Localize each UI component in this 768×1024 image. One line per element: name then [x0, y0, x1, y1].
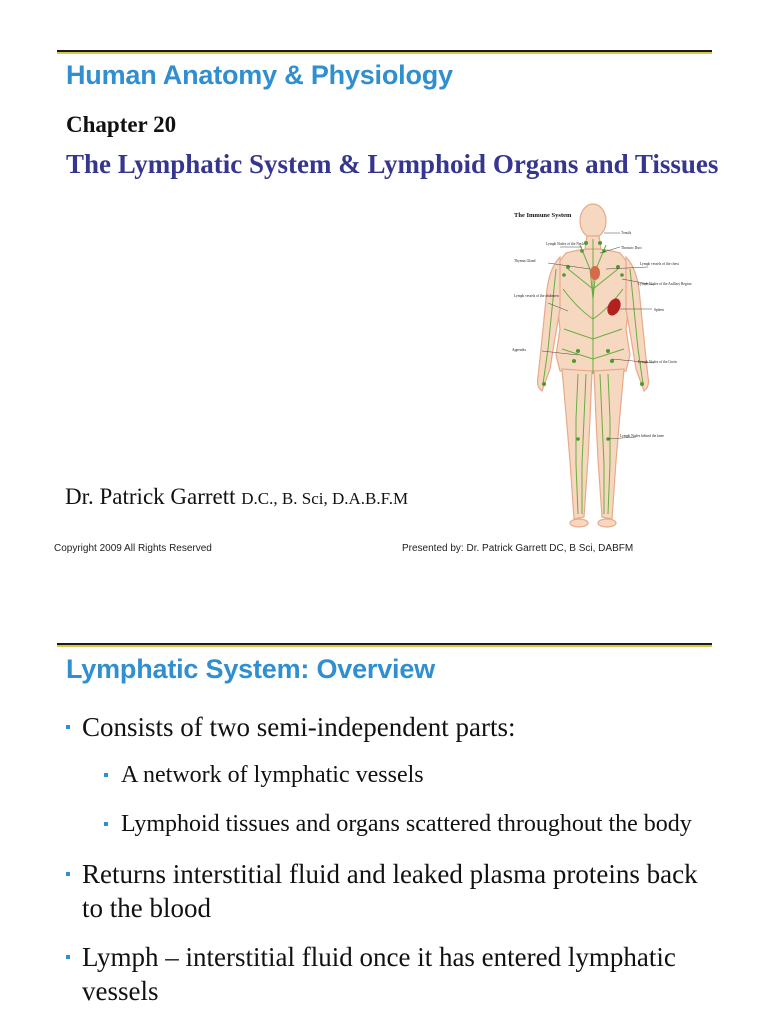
top-rule: [57, 50, 712, 54]
footer-copyright: Copyright 2009 All Rights Reserved: [54, 543, 212, 554]
label-nodes-groin: Lymph Nodes of the Groin: [638, 360, 677, 364]
footer-presenter: Presented by: Dr. Patrick Garrett DC, B Sci, DABFM: [402, 543, 634, 554]
slide-title: Lymphatic System: Overview: [66, 654, 435, 684]
bullet-list: [64, 710, 704, 1023]
label-thymus: Thymus Gland: [514, 259, 536, 263]
body-diagram: [508, 199, 692, 539]
overview-slide: [0, 630, 768, 1024]
top-rule: [57, 643, 712, 647]
author-line: [65, 484, 408, 510]
sub-bullet-item: Lymphoid tissues and organs scattered throughout the body: [104, 808, 704, 840]
course-title: Human Anatomy & Physiology: [66, 60, 453, 90]
author-name: Dr. Patrick Garrett: [65, 484, 236, 509]
label-tonsils: Tonsils: [621, 231, 632, 235]
label-nodes-neck: Lymph Nodes of the Neck: [546, 242, 584, 246]
author-credentials: D.C., B. Sci, D.A.B.F.M: [241, 489, 409, 508]
slide-subtitle: The Lymphatic System & Lymphoid Organs and Tissues: [66, 149, 719, 179]
label-thoracic-duct: Thoracic Duct: [621, 246, 642, 250]
figure-title: The Immune System: [514, 212, 572, 219]
label-vessels-abdomen: Lymph vessels of the abdomen: [514, 294, 559, 298]
chapter-label: Chapter 20: [66, 112, 177, 137]
label-nodes-knee: Lymph Nodes behind the knee: [620, 434, 664, 438]
label-vessels-chest: Lymph vessels of the chest: [640, 262, 679, 266]
bullet-item: Consists of two semi-independent parts:: [64, 710, 704, 744]
label-appendix: Appendix: [512, 348, 527, 352]
label-nodes-axillary: Lymph Nodes of the Axillary Region: [638, 282, 692, 286]
label-spleen: Spleen: [654, 308, 664, 312]
immune-system-figure: [508, 199, 692, 539]
bullet-item: Returns interstitial fluid and leaked plasma proteins back to the blood: [64, 857, 704, 925]
sub-bullet-item: A network of lymphatic vessels: [104, 759, 704, 791]
bullet-item: Lymph – interstitial fluid once it has entered lymphatic vessels: [64, 940, 704, 1008]
